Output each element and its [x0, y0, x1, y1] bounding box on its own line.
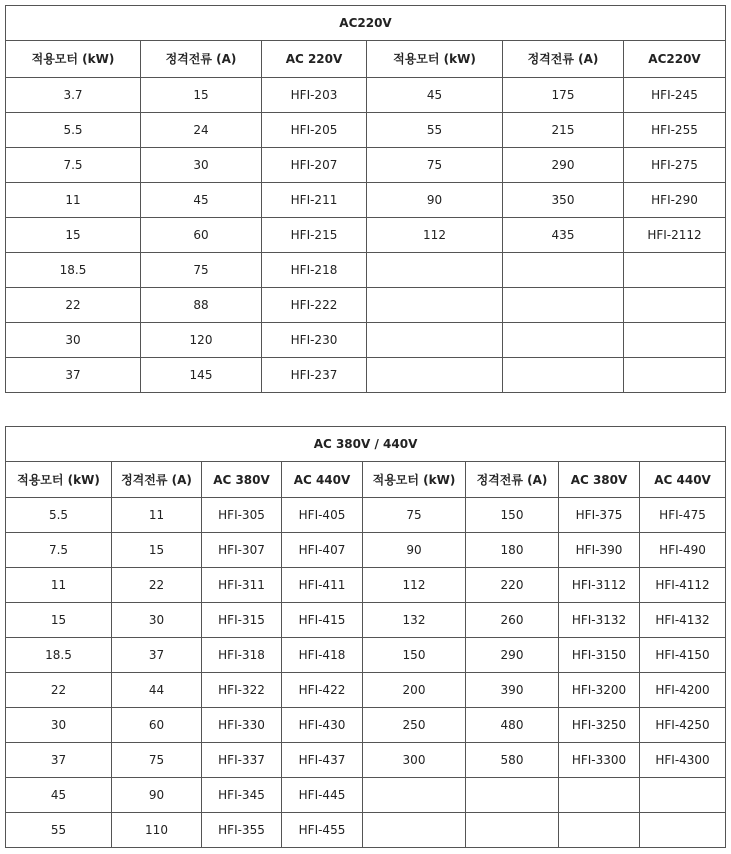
table-cell — [367, 253, 503, 288]
table-cell: HFI-2112 — [624, 218, 726, 253]
table-cell: HFI-4300 — [640, 743, 726, 778]
table-cell: 145 — [141, 358, 262, 393]
table-cell: 44 — [112, 673, 202, 708]
table-cell: HFI-418 — [282, 638, 363, 673]
table-cell: 11 — [6, 568, 112, 603]
table-cell: 37 — [112, 638, 202, 673]
column-header: AC 380V — [202, 462, 282, 498]
table-cell — [503, 358, 624, 393]
table-cell — [466, 778, 559, 813]
table-cell: 45 — [141, 183, 262, 218]
table-cell — [624, 253, 726, 288]
table-cell: 11 — [112, 498, 202, 533]
table-cell: 112 — [367, 218, 503, 253]
table-cell: HFI-322 — [202, 673, 282, 708]
table-cell: HFI-307 — [202, 533, 282, 568]
column-header: AC 380V — [559, 462, 640, 498]
table-cell: HFI-4200 — [640, 673, 726, 708]
table-cell: 22 — [112, 568, 202, 603]
table-cell: HFI-3112 — [559, 568, 640, 603]
column-header: 적용모터 (kW) — [363, 462, 466, 498]
ac380v-440v-spec-table — [5, 426, 726, 848]
table-cell: 45 — [367, 78, 503, 113]
table-cell: HFI-411 — [282, 568, 363, 603]
table-cell: HFI-222 — [262, 288, 367, 323]
table-title-row — [6, 427, 726, 462]
table-cell: HFI-405 — [282, 498, 363, 533]
table-row — [6, 323, 726, 358]
table-cell: HFI-437 — [282, 743, 363, 778]
table-cell: HFI-315 — [202, 603, 282, 638]
table-cell: HFI-215 — [262, 218, 367, 253]
table-cell: 350 — [503, 183, 624, 218]
table-row — [6, 218, 726, 253]
table-cell: HFI-218 — [262, 253, 367, 288]
table-cell: 250 — [363, 708, 466, 743]
table-cell: 132 — [363, 603, 466, 638]
table-row — [6, 148, 726, 183]
table-cell: 150 — [466, 498, 559, 533]
table-cell: HFI-490 — [640, 533, 726, 568]
table-cell: HFI-4112 — [640, 568, 726, 603]
table-row — [6, 568, 726, 603]
table-cell: 22 — [6, 673, 112, 708]
table-row — [6, 813, 726, 848]
table-cell — [624, 288, 726, 323]
table-cell: 220 — [466, 568, 559, 603]
table-cell: HFI-415 — [282, 603, 363, 638]
table-cell: HFI-390 — [559, 533, 640, 568]
table-cell: HFI-205 — [262, 113, 367, 148]
table-cell: 11 — [6, 183, 141, 218]
table-cell: HFI-422 — [282, 673, 363, 708]
table-cell: HFI-245 — [624, 78, 726, 113]
table-cell: 200 — [363, 673, 466, 708]
table-row — [6, 183, 726, 218]
table-cell — [559, 813, 640, 848]
table-cell — [624, 358, 726, 393]
table-row — [6, 358, 726, 393]
table-row — [6, 253, 726, 288]
table-cell: 30 — [112, 603, 202, 638]
table-cell: HFI-237 — [262, 358, 367, 393]
table-cell: HFI-407 — [282, 533, 363, 568]
table-cell: HFI-311 — [202, 568, 282, 603]
table-cell: HFI-375 — [559, 498, 640, 533]
column-header: 정격전류 (A) — [466, 462, 559, 498]
table-row — [6, 113, 726, 148]
table-cell: HFI-275 — [624, 148, 726, 183]
table-cell: 30 — [6, 323, 141, 358]
table-cell: 290 — [503, 148, 624, 183]
table-cell: 180 — [466, 533, 559, 568]
table-cell: 88 — [141, 288, 262, 323]
table-cell: 15 — [141, 78, 262, 113]
table-cell: HFI-211 — [262, 183, 367, 218]
table-cell: 290 — [466, 638, 559, 673]
table-cell: 18.5 — [6, 253, 141, 288]
table-row — [6, 673, 726, 708]
table-row — [6, 498, 726, 533]
table-cell: 580 — [466, 743, 559, 778]
table-cell — [367, 288, 503, 323]
table-cell: HFI-4250 — [640, 708, 726, 743]
table-cell: HFI-203 — [262, 78, 367, 113]
table-cell: 215 — [503, 113, 624, 148]
table-cell: HFI-475 — [640, 498, 726, 533]
table-cell: HFI-4150 — [640, 638, 726, 673]
table-cell — [466, 813, 559, 848]
table-cell: HFI-318 — [202, 638, 282, 673]
table-cell: HFI-430 — [282, 708, 363, 743]
table-cell: 7.5 — [6, 533, 112, 568]
table-cell — [363, 778, 466, 813]
table-cell: 3.7 — [6, 78, 141, 113]
header-row — [6, 41, 726, 78]
table-cell: 30 — [6, 708, 112, 743]
table-cell — [503, 288, 624, 323]
table-cell: HFI-230 — [262, 323, 367, 358]
table-cell: 75 — [367, 148, 503, 183]
table-cell: 60 — [112, 708, 202, 743]
table-cell — [367, 323, 503, 358]
table-cell: 55 — [6, 813, 112, 848]
column-header: AC 440V — [282, 462, 363, 498]
table-cell: HFI-455 — [282, 813, 363, 848]
table-cell: HFI-3200 — [559, 673, 640, 708]
table-cell: 90 — [367, 183, 503, 218]
table-cell: 37 — [6, 358, 141, 393]
table-cell: 390 — [466, 673, 559, 708]
table-cell: 15 — [6, 603, 112, 638]
table-cell — [640, 778, 726, 813]
column-header: AC 440V — [640, 462, 726, 498]
table-row — [6, 288, 726, 323]
table-cell: 435 — [503, 218, 624, 253]
table-title: AC220V — [6, 6, 726, 41]
column-header: 적용모터 (kW) — [367, 41, 503, 78]
table-row — [6, 533, 726, 568]
table-cell: 30 — [141, 148, 262, 183]
table-cell: HFI-345 — [202, 778, 282, 813]
table-cell: 15 — [112, 533, 202, 568]
table-cell: 24 — [141, 113, 262, 148]
table-title: AC 380V / 440V — [6, 427, 726, 462]
table-cell — [363, 813, 466, 848]
table-cell: 5.5 — [6, 113, 141, 148]
table-title-row — [6, 6, 726, 41]
table-cell: HFI-3300 — [559, 743, 640, 778]
table-cell — [624, 323, 726, 358]
table-cell: 150 — [363, 638, 466, 673]
table-cell: HFI-3250 — [559, 708, 640, 743]
table-cell — [367, 358, 503, 393]
table-cell: HFI-305 — [202, 498, 282, 533]
table-cell: HFI-255 — [624, 113, 726, 148]
table-cell: 55 — [367, 113, 503, 148]
table-cell: 18.5 — [6, 638, 112, 673]
table-cell: 90 — [112, 778, 202, 813]
table-cell: HFI-290 — [624, 183, 726, 218]
table-cell — [503, 323, 624, 358]
table-cell: HFI-4132 — [640, 603, 726, 638]
table-row — [6, 708, 726, 743]
column-header: 적용모터 (kW) — [6, 462, 112, 498]
table-cell: 37 — [6, 743, 112, 778]
table-cell: 90 — [363, 533, 466, 568]
column-header: 정격전류 (A) — [112, 462, 202, 498]
table-cell — [503, 253, 624, 288]
table-cell: 260 — [466, 603, 559, 638]
table-cell: HFI-207 — [262, 148, 367, 183]
table-cell: 75 — [112, 743, 202, 778]
table-cell: 480 — [466, 708, 559, 743]
table-cell: HFI-3132 — [559, 603, 640, 638]
table-row — [6, 78, 726, 113]
table-cell: 15 — [6, 218, 141, 253]
table-cell: 45 — [6, 778, 112, 813]
table-cell: 175 — [503, 78, 624, 113]
table-row — [6, 743, 726, 778]
table-cell: 5.5 — [6, 498, 112, 533]
table-cell: 112 — [363, 568, 466, 603]
column-header: AC 220V — [262, 41, 367, 78]
ac220v-spec-table — [5, 5, 726, 393]
table-row — [6, 638, 726, 673]
column-header: 정격전류 (A) — [503, 41, 624, 78]
table-cell: 7.5 — [6, 148, 141, 183]
table-cell: 60 — [141, 218, 262, 253]
column-header: 정격전류 (A) — [141, 41, 262, 78]
table-cell: HFI-330 — [202, 708, 282, 743]
table-cell: 22 — [6, 288, 141, 323]
table-cell: 110 — [112, 813, 202, 848]
table-cell — [640, 813, 726, 848]
table-cell: 120 — [141, 323, 262, 358]
table-cell: 75 — [141, 253, 262, 288]
table-row — [6, 603, 726, 638]
table-cell — [559, 778, 640, 813]
table-cell: 300 — [363, 743, 466, 778]
header-row — [6, 462, 726, 498]
table-row — [6, 778, 726, 813]
column-header: 적용모터 (kW) — [6, 41, 141, 78]
table-cell: HFI-355 — [202, 813, 282, 848]
table-cell: HFI-445 — [282, 778, 363, 813]
table-cell: 75 — [363, 498, 466, 533]
table-cell: HFI-3150 — [559, 638, 640, 673]
table-cell: HFI-337 — [202, 743, 282, 778]
column-header: AC220V — [624, 41, 726, 78]
